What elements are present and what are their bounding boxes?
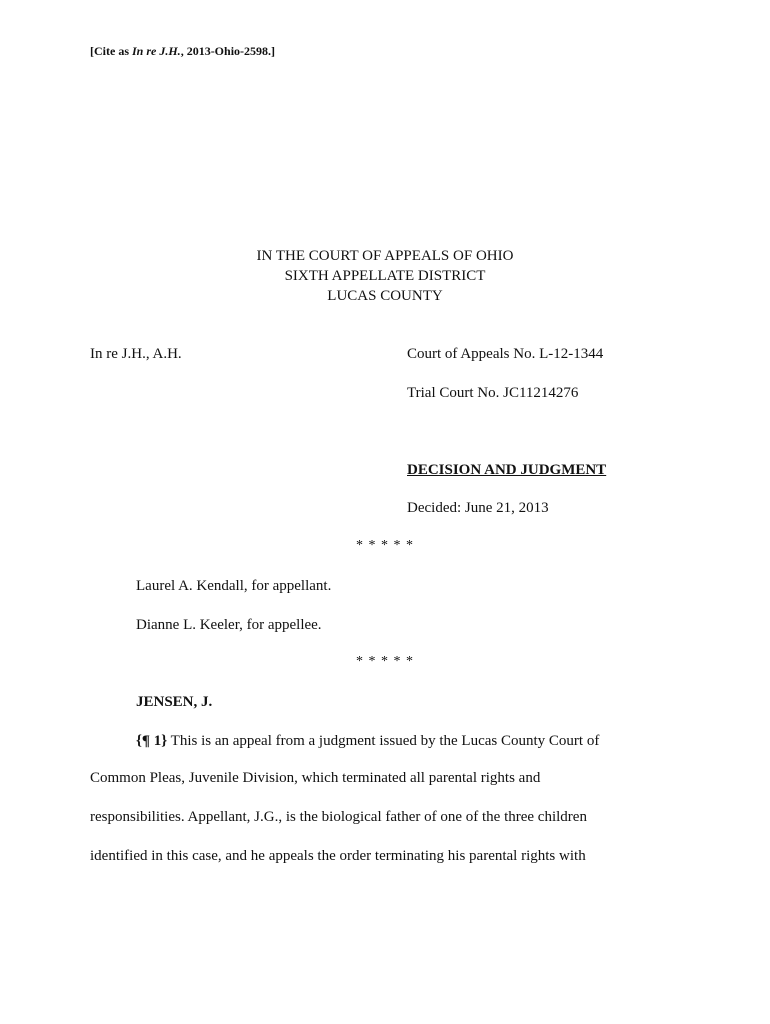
separator-stars-bottom: * * * * * xyxy=(356,654,414,669)
paragraph-line: identified in this case, and he appeals the order terminating his parental rights with xyxy=(90,848,586,864)
citation-suffix: , 2013-Ohio-2598.] xyxy=(180,44,276,58)
trial-court-number: Trial Court No. JC11214276 xyxy=(407,385,579,401)
paragraph-line: responsibilities. Appellant, J.G., is the biological father of one of the three children xyxy=(90,809,587,825)
court-county: LUCAS COUNTY xyxy=(327,288,443,304)
paragraph-line xyxy=(136,733,599,750)
paragraph-text: This is an appeal from a judgment issued by the Lucas County Court of xyxy=(167,733,600,749)
citation-case-name: In re J.H. xyxy=(132,44,181,58)
citation-header xyxy=(90,44,275,59)
separator-stars-top: * * * * * xyxy=(356,538,414,553)
appeals-number: Court of Appeals No. L-12-1344 xyxy=(407,346,604,362)
counsel-appellee: Dianne L. Keeler, for appellee. xyxy=(136,617,322,633)
judge-name: JENSEN, J. xyxy=(136,694,213,710)
court-district: SIXTH APPELLATE DISTRICT xyxy=(284,268,486,284)
decision-title: DECISION AND JUDGMENT xyxy=(407,462,607,478)
paragraph-line: Common Pleas, Juvenile Division, which terminated all parental rights and xyxy=(90,770,541,786)
case-name: In re J.H., A.H. xyxy=(90,346,182,362)
court-name: IN THE COURT OF APPEALS OF OHIO xyxy=(256,248,514,264)
citation-prefix: [Cite as xyxy=(90,44,132,58)
counsel-appellant: Laurel A. Kendall, for appellant. xyxy=(136,578,332,594)
paragraph-marker: {¶ 1} xyxy=(136,733,168,749)
decided-date: Decided: June 21, 2013 xyxy=(407,500,549,516)
